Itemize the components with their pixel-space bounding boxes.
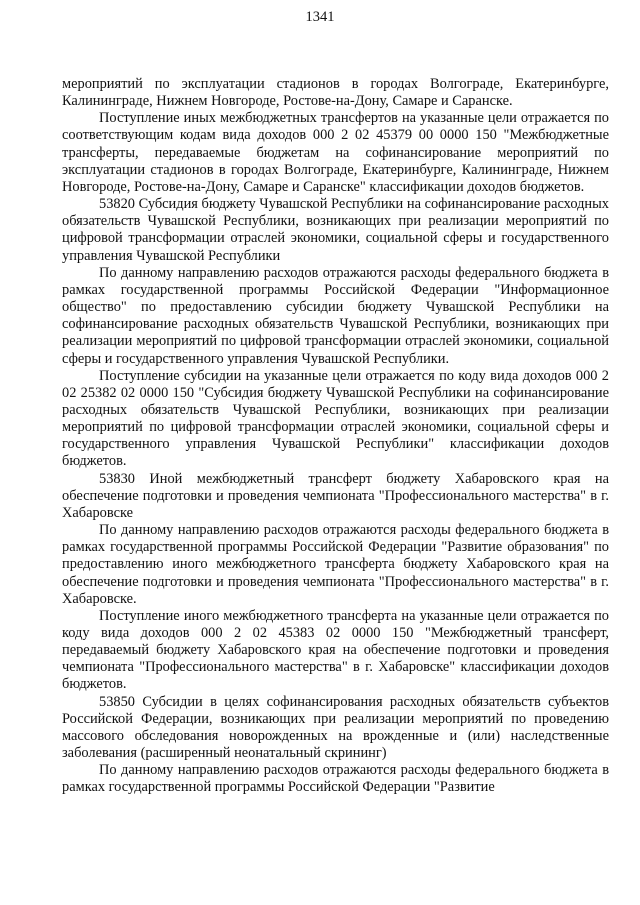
paragraph: По данному направлению расходов отражаются расходы федерального бюджета в рамках государственной программы Российской Федерации "Развитие образования" по предоставлению иного межбюджетного трансферта бюджету Хабаровского края на обеспечение подготовки и проведения чемпионата "Профессионального мастерства" в г. Хабаровске. [62,522,609,607]
page-number: 1341 [305,9,335,25]
section-heading-53830: 53830 Иной межбюджетный трансферт бюджету Хабаровского края на обеспечение подготовки и проведения чемпионата "Профессионального мастерства" в г. Хабаровске [62,470,609,521]
body-text [62,76,609,797]
section-heading-53850: 53850 Субсидии в целях софинансирования расходных обязательств субъектов Российской Федерации, возникающих при реализации мероприятий по проведению массового обследования новорожденных на врожденные и (или) наследственные заболевания (расширенный неонатальный скрининг) [62,693,609,762]
paragraph: Поступление субсидии на указанные цели отражается по коду вида доходов 000 2 02 25382 02 0000 150 "Субсидия бюджету Чувашской Республики на софинансирование расходных обязательств Чувашской Республики, возникающих при реализации мероприятий по цифровой трансформации отраслей экономики, социальной сферы и государственного управления Чувашской Республики" классификации доходов бюджетов. [62,367,609,470]
paragraph: Поступление иного межбюджетного трансферта на указанные цели отражается по коду вида доходов 000 2 02 45383 02 0000 150 "Межбюджетный трансферт, передаваемый бюджету Хабаровского края на обеспечение подготовки и проведения чемпионата "Профессионального мастерства" в г. Хабаровске" классификации доходов бюджетов. [62,607,609,693]
paragraph: По данному направлению расходов отражаются расходы федерального бюджета в рамках государственной программы Российской Федерации "Развитие [62,762,609,796]
paragraph: Поступление иных межбюджетных трансфертов на указанные цели отражается по соответствующим кодам вида доходов 000 2 02 45379 00 0000 150 "Межбюджетные трансферты, передаваемые бюджетам на софинансирование мероприятий по эксплуатации стадионов в городах Волгограде, Екатеринбурге, Калининграде, Нижнем Новгороде, Ростове-на-Дону, Самаре и Саранске" классификации доходов бюджетов. [62,110,609,195]
paragraph: По данному направлению расходов отражаются расходы федерального бюджета в рамках государственной программы Российской Федерации "Информационное общество" по предоставлению субсидии бюджету Чувашской Республики на софинансирование расходных обязательств Чувашской Республики, возникающих при реализации мероприятий по цифровой трансформации отраслей экономики, социальной сферы и государственного управления Чувашской Республики. [62,264,609,367]
section-heading-53820: 53820 Субсидия бюджету Чувашской Республики на софинансирование расходных обязательств Чувашской Республики, возникающих при реализации мероприятий по цифровой трансформации отраслей экономики, социальной сферы и государственного управления Чувашской Республики [62,196,609,264]
paragraph-continuation: мероприятий по эксплуатации стадионов в городах Волгограде, Екатеринбурге, Калининграде, Нижнем Новгороде, Ростове-на-Дону, Самаре и Саранске. [62,76,609,110]
